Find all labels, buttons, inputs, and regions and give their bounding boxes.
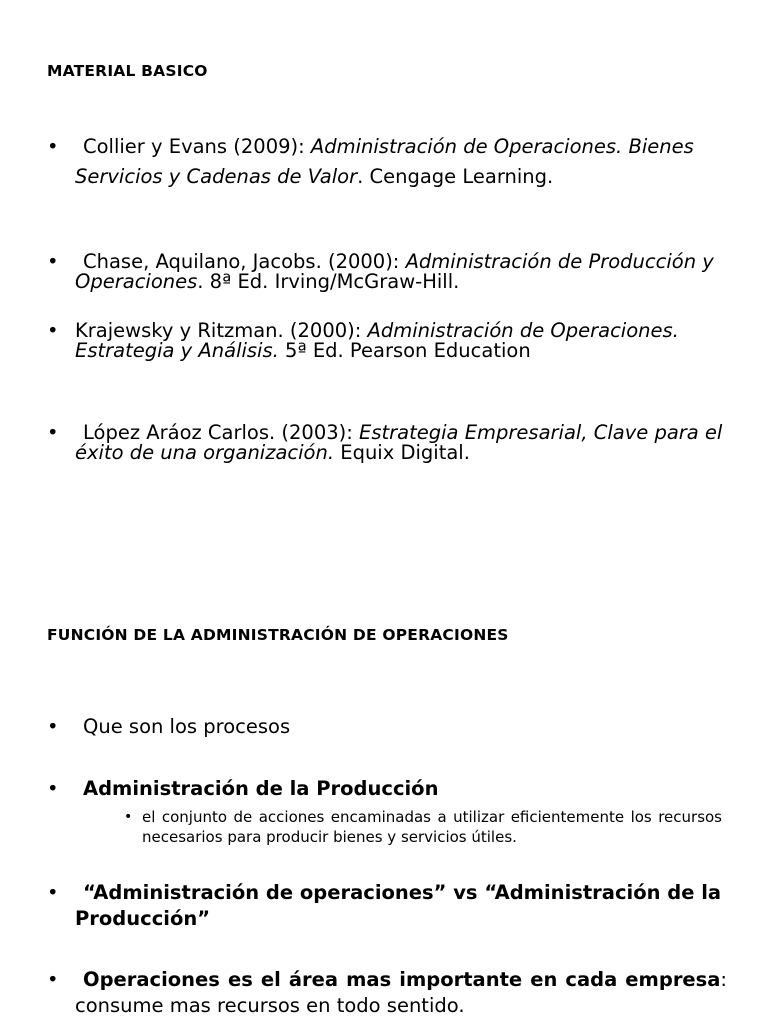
reference-publisher: . 8ª Ed. Irving/McGraw-Hill. bbox=[197, 270, 460, 293]
reference-publisher: 5ª Ed. Pearson Education bbox=[278, 339, 531, 362]
sub-list-item bbox=[124, 807, 722, 847]
list-item-text: “Administración de operaciones” vs “Administración de la Producción” bbox=[75, 881, 722, 930]
list-item bbox=[47, 717, 727, 737]
list-item-text: Que son los procesos bbox=[83, 715, 291, 738]
bullet-icon: • bbox=[124, 809, 133, 825]
reference-publisher: Equix Digital. bbox=[334, 441, 470, 464]
reference-authors: Chase, Aquilano, Jacobs. (2000): bbox=[83, 250, 406, 273]
list-item bbox=[47, 779, 727, 799]
bullet-icon: • bbox=[47, 421, 59, 444]
list-item bbox=[47, 967, 727, 1019]
bullet-icon: • bbox=[47, 881, 59, 904]
bullet-icon: • bbox=[47, 715, 59, 738]
reference-item bbox=[47, 132, 727, 192]
sub-list-item-text: el conjunto de acciones encaminadas a utilizar eficientemente los recursos necesarios para producir bienes y servicios útiles. bbox=[142, 808, 722, 846]
bullet-icon: • bbox=[47, 777, 59, 800]
reference-authors: López Aráoz Carlos. (2003): bbox=[83, 421, 360, 444]
bullet-icon: • bbox=[47, 968, 59, 991]
list-item-text: : consume mas recursos en todo sentido. bbox=[75, 968, 727, 1017]
reference-title: Administración de Operaciones. Bienes Servicios y Cadenas de Valor bbox=[75, 135, 694, 188]
reference-item bbox=[47, 423, 727, 463]
bullet-icon: • bbox=[47, 135, 59, 158]
section-heading-material-basico: MATERIAL BASICO bbox=[47, 62, 208, 80]
reference-title: Administración de Operaciones. Estrategia y Análisis. bbox=[75, 319, 679, 362]
list-item bbox=[47, 880, 727, 932]
reference-publisher: . Cengage Learning. bbox=[357, 165, 554, 188]
bullet-icon: • bbox=[47, 250, 59, 273]
reference-authors: Krajewsky y Ritzman. (2000): bbox=[75, 319, 368, 342]
reference-title: Estrategia Empresarial, Clave para el éxito de una organización. bbox=[75, 421, 723, 464]
reference-title: Administración de Producción y Operaciones bbox=[75, 250, 714, 293]
reference-item bbox=[47, 252, 727, 292]
bullet-icon: • bbox=[47, 319, 59, 342]
section-heading-funcion: FUNCIÓN DE LA ADMINISTRACIÓN DE OPERACIONES bbox=[47, 626, 509, 644]
list-item-text: Administración de la Producción bbox=[83, 777, 439, 800]
list-item-bold-text: Operaciones es el área mas importante en cada empresa bbox=[83, 968, 721, 991]
reference-item bbox=[47, 321, 727, 361]
reference-authors: Collier y Evans (2009): bbox=[83, 135, 311, 158]
